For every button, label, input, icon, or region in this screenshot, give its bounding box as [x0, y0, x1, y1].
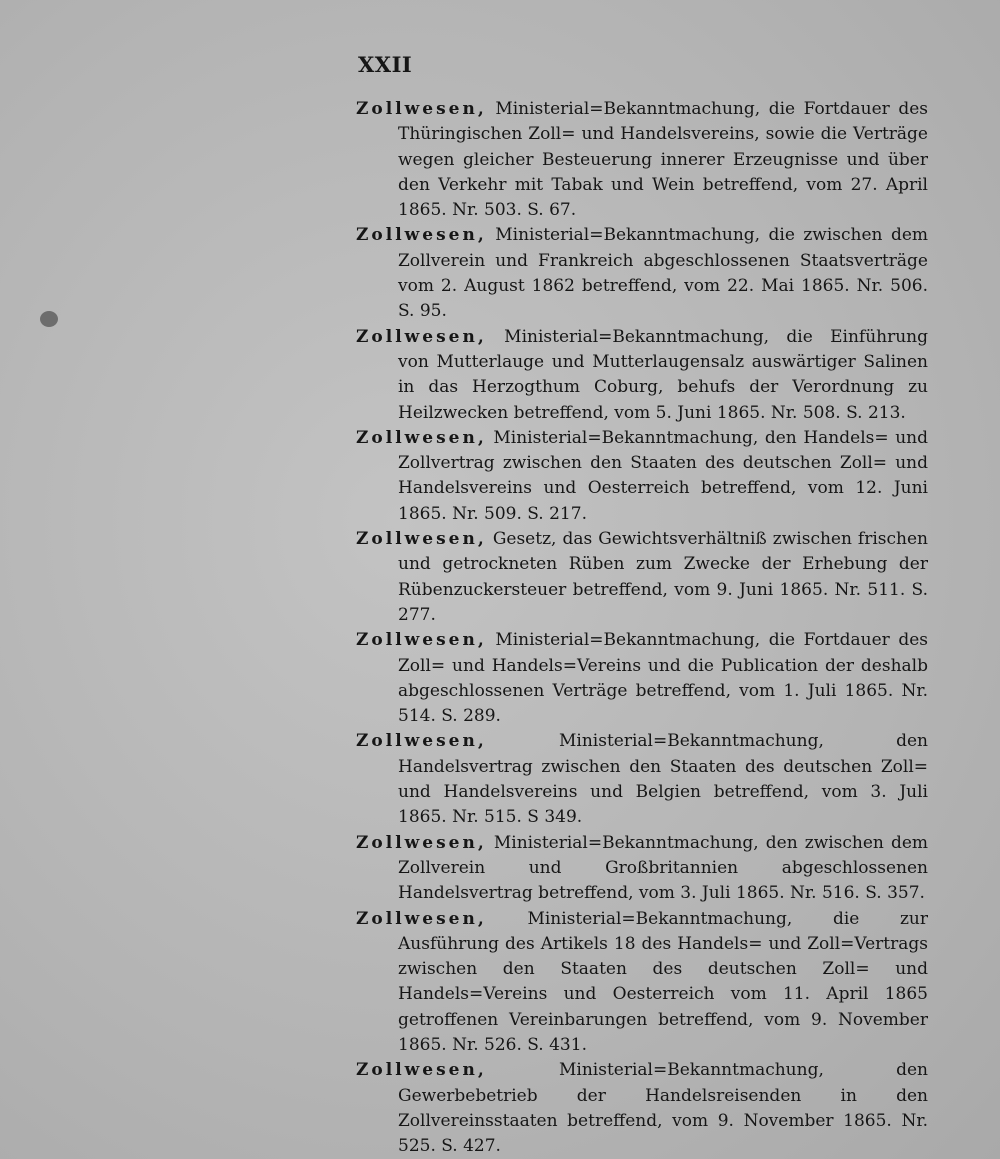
entry-text: Ministerial=Bekanntmachung, den Handels= und Zollvertrag zwischen den Staaten des deutschen Zoll= und Handelsvereins und Oesterreich betreffend, vom 12. Juni 1865. Nr. 509. S. 217.	[398, 427, 928, 524]
entry-text: Ministerial=Bekanntmachung, den Handelsvertrag zwischen den Staaten des deutschen Zoll= und Handelsvereins und Belgien betreffend, vom 3. Juli 1865. Nr. 515. S 349.	[398, 731, 928, 828]
entry-headword: Zollwesen,	[356, 1060, 487, 1081]
entry-headword: Zollwesen,	[356, 529, 487, 550]
index-entry	[356, 426, 928, 527]
entry-text: Gesetz, das Gewichtsverhältniß zwischen frischen und getrockneten Rüben zum Zwecke der Erhebung der Rübenzuckersteuer betreffend, vom 9. Juni 1865. Nr. 511. S. 277.	[398, 529, 928, 625]
index-entry	[356, 223, 928, 324]
entry-headword: Zollwesen,	[356, 832, 487, 853]
entry-headword: Zollwesen,	[356, 731, 487, 752]
entry-text: Ministerial=Bekanntmachung, die zwischen dem Zollverein und Frankreich abgeschlossenen Staatsverträge vom 2. August 1862 betreffend, vom 22. Mai 1865. Nr. 506. S. 95.	[398, 225, 929, 322]
entry-headword: Zollwesen,	[356, 225, 487, 246]
entry-text: Ministerial=Bekanntmachung, die Fortdauer des Thüringischen Zoll= und Handelsvereins, sowie die Verträge wegen gleicher Besteuerung innerer Erzeugnisse und über den Verkehr mit Tabak und Wein betreffend, vom 27. April 1865. Nr. 503. S. 67.	[398, 99, 928, 221]
index-entry	[356, 831, 928, 907]
index-entry	[356, 729, 928, 830]
entry-headword: Zollwesen,	[356, 326, 487, 347]
index-entry	[356, 325, 928, 426]
page-number: XXII	[358, 52, 413, 77]
entry-text: Ministerial=Bekanntmachung, die Einführung von Mutterlauge und Mutterlaugensalz auswärtiger Salinen in das Herzogthum Coburg, behufs der Verordnung zu Heilzwecken betreffend, vom 5. Juni 1865. Nr. 508. S. 213.	[398, 326, 929, 423]
entry-headword: Zollwesen,	[356, 427, 487, 448]
index-entry	[356, 1058, 928, 1159]
index-entries	[356, 97, 928, 1159]
entry-text: Ministerial=Bekanntmachung, die Fortdauer des Zoll= und Handels=Vereins und die Publication der deshalb abgeschlossenen Verträge betreffend, vom 1. Juli 1865. Nr. 514. S. 289.	[398, 630, 928, 727]
entry-headword: Zollwesen,	[356, 99, 487, 119]
entry-headword: Zollwesen,	[356, 908, 487, 929]
index-entry	[356, 907, 928, 1059]
entry-text: Ministerial=Bekanntmachung, den zwischen dem Zollverein und Großbritannien abgeschlossenen Handelsvertrag betreffend, vom 3. Juli 1865. Nr. 516. S. 357.	[398, 832, 929, 904]
index-entry	[356, 97, 928, 223]
index-entry	[356, 527, 928, 628]
entry-text: Ministerial=Bekanntmachung, den Gewerbebetrieb der Handelsreisenden in den Zollvereinsstaaten betreffend, vom 9. November 1865. Nr. 525. S. 427.	[398, 1060, 928, 1157]
ink-blot	[40, 311, 58, 327]
index-entry	[356, 628, 928, 729]
entry-text: Ministerial=Bekanntmachung, die zur Ausführung des Artikels 18 des Handels= und Zoll=Vertrags zwischen den Staaten des deutschen Zoll= und Handels=Vereins und Oesterreich vom 11. April 1865 getroffenen Vereinbarungen betreffend, vom 9. November 1865. Nr. 526. S. 431.	[398, 908, 928, 1055]
entry-headword: Zollwesen,	[356, 630, 487, 651]
